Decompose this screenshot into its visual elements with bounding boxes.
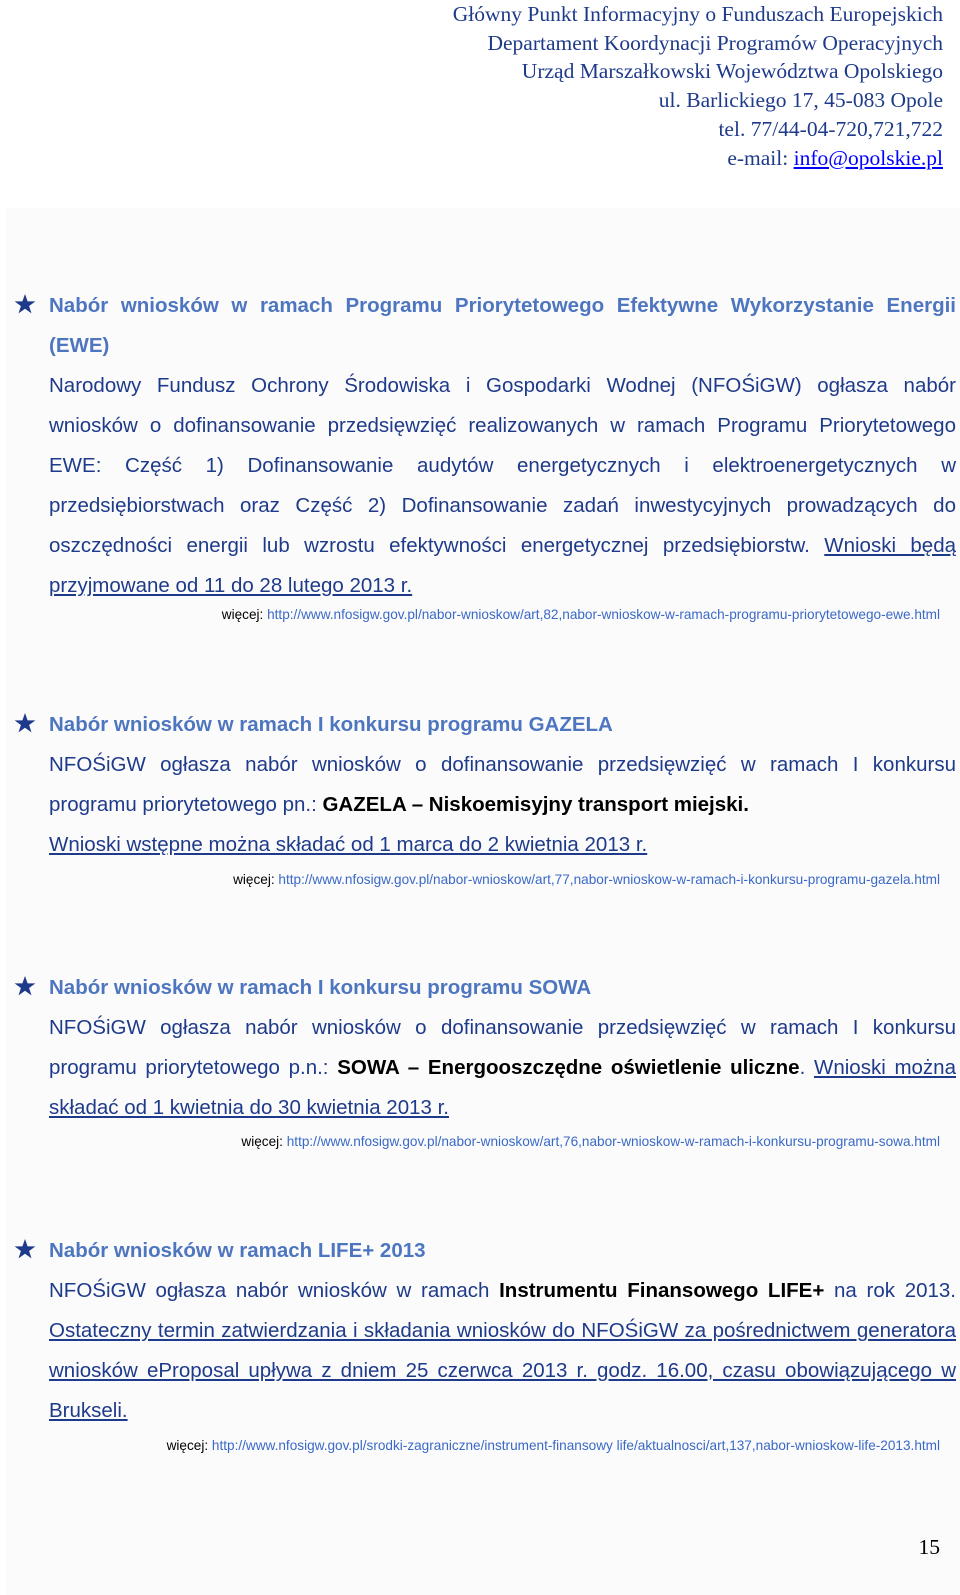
section-ewe-title: Nabór wniosków w ramach Programu Priorytetowego Efektywne Wykorzystanie Energii (EWE): [49, 294, 956, 357]
section-ewe-more: [222, 605, 940, 624]
section-gazela-more-link[interactable]: http://www.nfosigw.gov.pl/nabor-wnioskow/art,77,nabor-wnioskow-w-ramach-i-konkursu-programu-gazela.html: [278, 872, 940, 887]
star-bullet-icon: [13, 292, 37, 316]
section-ewe-text: [49, 286, 956, 606]
star-bullet-icon: [13, 711, 37, 735]
letterhead-lines: [453, 0, 943, 172]
section-sowa-more-link[interactable]: http://www.nfosigw.gov.pl/nabor-wnioskow/art,76,nabor-wnioskow-w-ramach-i-konkursu-programu-sowa.html: [286, 1134, 940, 1149]
section-sowa-program: SOWA – Energooszczędne oświetlenie uliczne: [337, 1056, 800, 1079]
section-ewe-deadline: Wnioski będą przyjmowane od 11 do 28 lutego 2013 r.: [49, 534, 956, 597]
section-sowa-text: [49, 968, 956, 1128]
section-gazela-more: [233, 870, 940, 889]
section-life-text: [49, 1231, 956, 1431]
more-label: więcej:: [233, 872, 279, 887]
email-link[interactable]: info@opolskie.pl: [793, 145, 943, 170]
letterhead-line-1: Główny Punkt Informacyjny o Funduszach Europejskich: [452, 2, 943, 26]
section-life-more-link[interactable]: http://www.nfosigw.gov.pl/srodki-zagraniczne/instrument-finansowy life/aktualnosci/art,137,nabor-wnioskow-life-2013.html: [211, 1438, 940, 1453]
page-number: 15: [918, 1535, 940, 1559]
email-label: e-mail:: [727, 145, 794, 170]
letterhead-email-row: [453, 144, 943, 173]
section-gazela-deadline: Wnioski wstępne można składać od 1 marca do 2 kwietnia 2013 r.: [49, 833, 648, 856]
section-gazela-text: [49, 705, 956, 865]
letterhead: [0, 0, 960, 182]
letterhead-line-2: Departament Koordynacji Programów Operacyjnych: [487, 30, 943, 55]
more-label: więcej:: [241, 1134, 287, 1149]
letterhead-phone: tel. 77/44-04-720,721,722: [718, 116, 943, 141]
section-sowa-deadline: Wnioski można składać od 1 kwietnia do 30 kwietnia 2013 r.: [49, 1056, 956, 1119]
letterhead-address: ul. Barlickiego 17, 45-083 Opole: [658, 88, 943, 113]
letterhead-line-3: Urząd Marszałkowski Województwa Opolskiego: [521, 59, 943, 84]
section-life-body: NFOŚiGW ogłasza nabór wniosków w ramach: [49, 1279, 500, 1302]
section-life-more: [60, 1436, 940, 1455]
star-bullet-icon: [13, 974, 37, 998]
section-gazela-title: Nabór wniosków w ramach I konkursu programu GAZELA: [49, 713, 613, 736]
section-gazela-program: GAZELA – Niskoemisyjny transport miejski.: [322, 793, 749, 816]
more-label: więcej:: [166, 1438, 212, 1453]
section-life-instrument: Instrumentu Finansowego LIFE+: [499, 1279, 825, 1302]
more-label: więcej:: [221, 607, 268, 622]
star-bullet-icon: [13, 1237, 37, 1261]
section-sowa-body: NFOŚiGW ogłasza nabór wniosków o dofinansowanie przedsięwzięć w ramach I konkursu programu priorytetowego p.n.:: [49, 1016, 956, 1079]
section-life-title: Nabór wniosków w ramach LIFE+ 2013: [49, 1239, 426, 1262]
section-sowa-title: Nabór wniosków w ramach I konkursu programu SOWA: [49, 976, 592, 999]
section-gazela-body: NFOŚiGW ogłasza nabór wniosków o dofinansowanie przedsięwzięć w ramach I konkursu programu priorytetowego pn.:: [49, 753, 956, 816]
section-life-tail: na rok 2013.: [824, 1279, 957, 1302]
section-life-deadline: Ostateczny termin zatwierdzania i składania wniosków do NFOŚiGW za pośrednictwem generatora wniosków eProposal upływa z dniem 25 czerwca 2013 r. godz. 16.00, czasu obowiązującego w Brukseli.: [49, 1319, 956, 1422]
section-sowa-tail: .: [799, 1056, 806, 1079]
section-ewe-more-link[interactable]: http://www.nfosigw.gov.pl/nabor-wnioskow/art,82,nabor-wnioskow-w-ramach-programu-priorytetowego-ewe.html: [267, 607, 940, 622]
section-ewe-body: Narodowy Fundusz Ochrony Środowiska i Gospodarki Wodnej (NFOŚiGW) ogłasza nabór wniosków o dofinansowanie przedsięwzięć realizowanych w ramach Programu Priorytetowego EWE: Część 1) Dofinansowanie audytów energetycznych i elektroenergetycznych w przedsiębiorstwach oraz Część 2) Dofinansowanie zadań inwestycyjnych prowadzących do oszczędności energii lub wzrostu efektywności energetycznej przedsiębiorstw.: [49, 374, 956, 557]
section-sowa-more: [241, 1132, 940, 1151]
